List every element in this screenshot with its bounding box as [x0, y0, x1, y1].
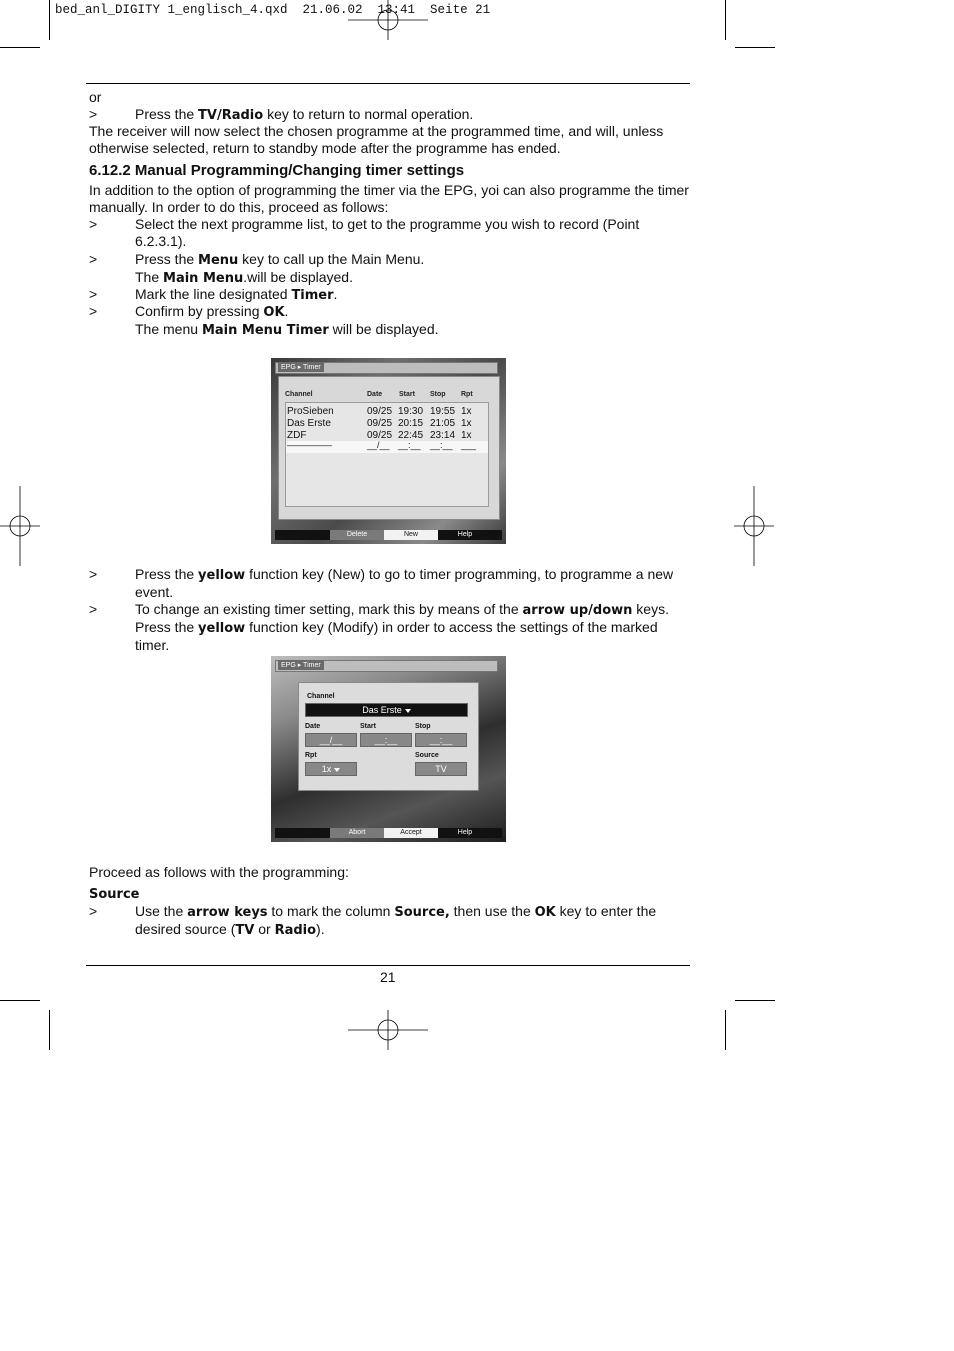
chevron-down-icon — [334, 768, 340, 772]
step-text: Use the arrow keys to mark the column Source, then use the OK key to enter the desired source (TV or Radio). — [135, 903, 657, 938]
function-key-bar — [275, 828, 502, 838]
file-slug: bed_anl_DIGITY 1_englisch_4.qxd 21.06.02 13:41 Seite 21 — [55, 3, 491, 17]
row1-date: 09/25 — [367, 406, 393, 417]
intro-paragraph: The receiver will now select the chosen programme at the programmed time, and will, unless otherwise selected, return to standby mode after the programme has ended. — [89, 123, 664, 156]
crop-mark — [735, 1000, 775, 1001]
step-text: Press the Menu key to call up the Main Menu. The Main Menu.will be displayed. — [135, 251, 425, 286]
timer-panel — [278, 376, 500, 520]
chevron-down-icon — [405, 709, 411, 713]
or-text: or — [89, 89, 102, 105]
crop-mark — [725, 0, 726, 40]
step-text: Press the yellow function key (New) to go to timer programming, to programme a new event. — [135, 566, 674, 600]
channel-select[interactable] — [305, 703, 468, 717]
row3-start: 22:45 — [398, 430, 424, 441]
step-text: Select the next programme list, to get to the programme you wish to record (Point 6.2.3.1). — [135, 216, 640, 249]
crop-mark — [0, 47, 40, 48]
row1-start: 19:30 — [398, 406, 424, 417]
registration-mark-icon — [348, 1010, 428, 1050]
timer-list[interactable] — [285, 402, 489, 507]
delete-button[interactable]: Delete — [330, 530, 384, 540]
blank-stop: __:__ — [430, 440, 453, 450]
blank-date: __/__ — [367, 440, 390, 450]
top-rule — [86, 83, 690, 84]
bottom-rule — [86, 965, 690, 966]
screen-title-bar — [275, 362, 498, 374]
channel-label: Channel — [307, 693, 335, 700]
row2-channel[interactable]: Das Erste — [287, 418, 331, 429]
crop-mark — [49, 0, 50, 40]
row3-rpt: 1x — [461, 430, 472, 441]
step-text: Mark the line designated Timer. — [135, 286, 338, 303]
col-header-date: Date — [367, 391, 383, 398]
bullet-marker: > — [89, 903, 98, 919]
screen-title: EPG ▸ Timer — [278, 660, 324, 670]
blank-start: __:__ — [398, 440, 421, 450]
timer-list-screenshot — [271, 358, 506, 544]
row2-date: 09/25 — [367, 418, 393, 429]
section-heading: 6.12.2 Manual Programming/Changing timer settings — [89, 162, 465, 179]
function-key-bar — [275, 530, 502, 540]
registration-mark-icon — [734, 486, 774, 566]
bullet-marker: > — [89, 251, 98, 267]
source-label: Source — [415, 752, 439, 759]
stop-field[interactable]: __:__ — [415, 733, 467, 747]
source-field[interactable]: TV — [415, 762, 467, 776]
outro-paragraph: Proceed as follows with the programming: — [89, 864, 349, 880]
bullet-marker: > — [89, 106, 98, 122]
source-subheading: Source — [89, 887, 140, 902]
new-button[interactable]: New — [384, 530, 438, 540]
step-text: Press the TV/Radio key to return to normal operation. — [135, 106, 474, 123]
step-text: To change an existing timer setting, mark this by means of the arrow up/down keys. Press the yellow function key (Modify) in order to access the settings of the marked timer. — [135, 601, 669, 653]
date-label: Date — [305, 723, 321, 730]
step-text: Confirm by pressing OK. The menu Main Menu Timer will be displayed. — [135, 303, 439, 338]
row3-channel[interactable]: ZDF — [287, 430, 307, 441]
col-header-start: Start — [399, 391, 415, 398]
row2-stop: 21:05 — [430, 418, 456, 429]
rpt-label: Rpt — [305, 752, 317, 759]
bullet-marker: > — [89, 303, 98, 319]
screen-title-bar — [275, 660, 498, 672]
help-button[interactable]: Help — [438, 530, 492, 540]
channel-value: Das Erste — [362, 705, 402, 715]
row2-start: 20:15 — [398, 418, 424, 429]
rpt-select[interactable] — [305, 762, 357, 776]
row2-rpt: 1x — [461, 418, 472, 429]
stop-label: Stop — [415, 723, 431, 730]
timer-edit-screenshot — [271, 656, 506, 842]
screen-title: EPG ▸ Timer — [278, 362, 324, 372]
crop-mark — [735, 47, 775, 48]
help-button[interactable]: Help — [438, 828, 492, 838]
blank-channel: ————— — [287, 440, 332, 450]
row3-stop: 23:14 — [430, 430, 456, 441]
bullet-marker: > — [89, 216, 98, 232]
start-field[interactable]: __:__ — [360, 733, 412, 747]
col-header-stop: Stop — [430, 391, 446, 398]
row1-channel[interactable]: ProSieben — [287, 406, 334, 417]
bullet-marker: > — [89, 286, 98, 302]
row3-date: 09/25 — [367, 430, 393, 441]
bullet-marker: > — [89, 566, 98, 582]
section-paragraph: In addition to the option of programming the timer via the EPG, yoi can also programme the timer manually. In order to do this, proceed as follows: — [89, 182, 689, 215]
timer-edit-panel — [298, 682, 479, 791]
bullet-marker: > — [89, 601, 98, 617]
rpt-value: 1x — [321, 764, 332, 774]
registration-mark-icon — [348, 0, 428, 40]
col-header-rpt: Rpt — [461, 391, 473, 398]
row1-rpt: 1x — [461, 406, 472, 417]
col-header-channel: Channel — [285, 391, 313, 398]
row1-stop: 19:55 — [430, 406, 456, 417]
start-label: Start — [360, 723, 376, 730]
accept-button[interactable]: Accept — [384, 828, 438, 838]
page-number: 21 — [380, 969, 396, 985]
crop-mark — [49, 1010, 50, 1050]
blank-rpt: ___ — [461, 440, 477, 450]
date-field[interactable]: __/__ — [305, 733, 357, 747]
abort-button[interactable]: Abort — [330, 828, 384, 838]
crop-mark — [725, 1010, 726, 1050]
registration-mark-icon — [0, 486, 40, 566]
crop-mark — [0, 1000, 40, 1001]
